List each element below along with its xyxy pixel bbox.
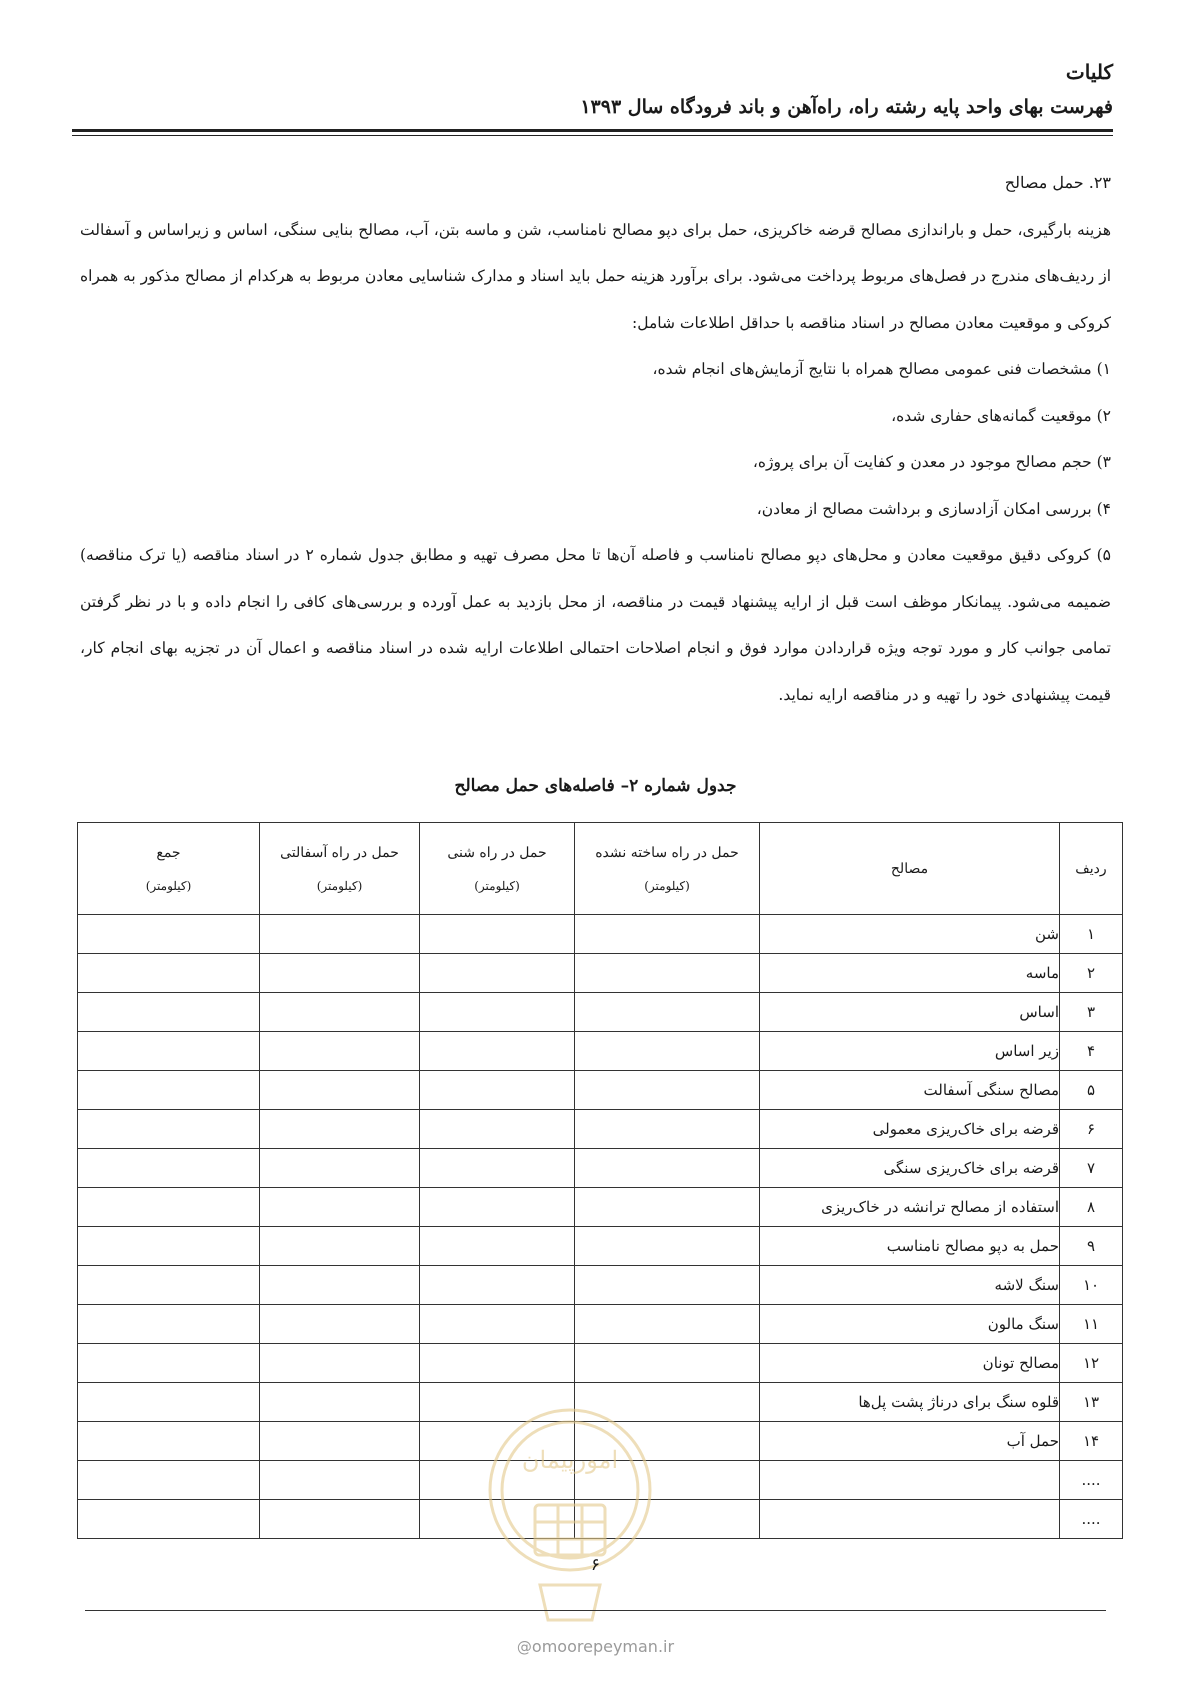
row-number-cell: ۷ [1060,1149,1123,1188]
header-material: مصالح [760,823,1060,915]
gravel-distance-cell[interactable] [420,993,575,1032]
gravel-distance-cell[interactable] [420,1032,575,1071]
asphalt-distance-cell[interactable] [260,1344,420,1383]
total-distance-cell[interactable] [78,1422,260,1461]
material-cell: شن [760,915,1060,954]
table-row [78,1071,1123,1110]
total-distance-cell[interactable] [78,993,260,1032]
total-distance-cell[interactable] [78,1188,260,1227]
row-number-cell: ۸ [1060,1188,1123,1227]
unpaved-distance-cell[interactable] [575,1110,760,1149]
row-number-cell: ۱۰ [1060,1266,1123,1305]
material-cell: سنگ لاشه [760,1266,1060,1305]
material-cell: مصالح سنگی آسفالت [760,1071,1060,1110]
gravel-distance-cell[interactable] [420,1110,575,1149]
footer-watermark [0,1637,1191,1656]
material-cell: سنگ مالون [760,1305,1060,1344]
table-row [78,993,1123,1032]
row-number-cell: .... [1060,1500,1123,1539]
header-title: کلیات [1065,60,1113,84]
unpaved-distance-cell[interactable] [575,1227,760,1266]
table-row [78,1344,1123,1383]
table-row [78,1227,1123,1266]
list-item: ۴) بررسی امکان آزادسازی و برداشت مصالح از معادن، [756,499,1111,518]
row-number-cell: ۱۱ [1060,1305,1123,1344]
material-cell: ماسه [760,954,1060,993]
material-cell [760,1461,1060,1500]
unpaved-distance-cell[interactable] [575,993,760,1032]
row-number-cell: ۵ [1060,1071,1123,1110]
total-distance-cell[interactable] [78,954,260,993]
unit-label: (کیلومتر) [316,878,363,893]
header-gravel-road: حمل در راه شنی (کیلومتر) [420,823,575,915]
table-row [78,1110,1123,1149]
header-rule-thick [72,129,1113,132]
gravel-distance-cell[interactable] [420,915,575,954]
gravel-distance-cell[interactable] [420,1305,575,1344]
gravel-distance-cell[interactable] [420,1266,575,1305]
material-cell: قرضه برای خاک‌ریزی معمولی [760,1110,1060,1149]
material-cell [760,1500,1060,1539]
total-distance-cell[interactable] [78,1110,260,1149]
row-number-cell: ۶ [1060,1110,1123,1149]
header-unpaved-road: حمل در راه ساخته نشده (کیلومتر) [575,823,760,915]
table-row [78,1305,1123,1344]
total-distance-cell[interactable] [78,1500,260,1539]
total-distance-cell[interactable] [78,1071,260,1110]
table-row [78,1188,1123,1227]
row-number-cell: ۹ [1060,1227,1123,1266]
total-distance-cell[interactable] [78,915,260,954]
header-rule-thin [72,135,1113,136]
unpaved-distance-cell[interactable] [575,915,760,954]
material-cell: استفاده از مصالح ترانشه در خاک‌ریزی [760,1188,1060,1227]
gravel-distance-cell[interactable] [420,954,575,993]
unit-label: (کیلومتر) [145,878,192,893]
unpaved-distance-cell[interactable] [575,1188,760,1227]
header-total: جمع (کیلومتر) [78,823,260,915]
unpaved-distance-cell[interactable] [575,1266,760,1305]
section-title: ۲۳. حمل مصالح [1004,173,1111,192]
gravel-distance-cell[interactable] [420,1149,575,1188]
section-intro: هزینه بارگیری، حمل و باراندازی مصالح قرضه خاکریزی، حمل برای دپو مصالح نامناسب، شن و ماسه بتن، آب، مصالح بنایی سنگی، اساس و زیراساس و آسفالت از ردیف‌های مندرج در فصل‌های مربوط پرداخت می‌شود. برای برآورد هزینه حمل باید اسناد و مدارک شناسایی معادن مربوط به هرکدام از مصالح مذکور به همراه کروکی و موقعیت معادن مصالح در اسناد مناقصه با حداقل اطلاعات شامل: [80,220,1111,332]
list-item: ۲) موقعیت گمانه‌های حفاری شده، [891,406,1111,425]
row-number-cell: ۲ [1060,954,1123,993]
row-number-cell: ۱۴ [1060,1422,1123,1461]
list-item: ۵) کروکی دقیق موقعیت معادن و محل‌های دپو مصالح نامناسب و فاصله آن‌ها تا محل مصرف تهیه و مطابق جدول شماره ۲ در اسناد مناقصه (یا ترک مناقصه) ضمیمه می‌شود. پیمانکار موظف است قبل از ارایه پیشنهاد قیمت در مناقصه، از محل بازدید به عمل آورده و بررسی‌های کافی را انجام داده و با در نظر گرفتن تمامی جوانب کار و مورد توجه ویژه قراردادن موارد فوق و انجام اصلاحات احتمالی اطلاعات ارایه شده در اسناد مناقصه و اعمال آن در تجزیه بهای انجام کار، قیمت پیشنهادی خود را تهیه و در مناقصه ارایه نماید. [80,546,1111,704]
page-number: ۶ [590,1555,601,1575]
asphalt-distance-cell[interactable] [260,1305,420,1344]
row-number-cell: .... [1060,1461,1123,1500]
unpaved-distance-cell[interactable] [575,1305,760,1344]
total-distance-cell[interactable] [78,1305,260,1344]
table-row [78,1149,1123,1188]
total-distance-cell[interactable] [78,1149,260,1188]
unpaved-distance-cell[interactable] [575,1344,760,1383]
gravel-distance-cell[interactable] [420,1227,575,1266]
material-cell: مصالح تونان [760,1344,1060,1383]
at-icon: @ [516,1638,532,1656]
table-row [78,954,1123,993]
material-cell: قلوه سنگ برای درناژ پشت پل‌ها [760,1383,1060,1422]
unit-label: (کیلومتر) [644,878,690,893]
list-item: ۱) مشخصات فنی عمومی مصالح همراه با نتایج آزمایش‌های انجام شده، [652,360,1111,378]
total-distance-cell[interactable] [78,1227,260,1266]
asphalt-distance-cell[interactable] [260,1110,420,1149]
list-item: ۳) حجم مصالح موجود در معدن و کفایت آن برای پروژه، [752,453,1111,471]
material-cell: حمل به دپو مصالح نامناسب [760,1227,1060,1266]
gravel-distance-cell[interactable] [420,1344,575,1383]
row-number-cell: ۴ [1060,1032,1123,1071]
table-title: جدول شماره ۲– فاصله‌های حمل مصالح [454,776,737,796]
table-row [78,1032,1123,1071]
asphalt-distance-cell[interactable] [260,1461,420,1500]
row-number-cell: ۳ [1060,993,1123,1032]
header-subtitle: فهرست بهای واحد پایه رشته راه، راه‌آهن و باند فرودگاه سال ۱۳۹۳ [580,96,1113,118]
table-row [78,1266,1123,1305]
asphalt-distance-cell[interactable] [260,1149,420,1188]
footer-site-text: omoorepeyman.ir [531,1637,675,1656]
total-distance-cell[interactable] [78,1383,260,1422]
row-number-cell: ۱ [1060,915,1123,954]
total-distance-cell[interactable] [78,1344,260,1383]
asphalt-distance-cell[interactable] [260,1500,420,1539]
asphalt-distance-cell[interactable] [260,1422,420,1461]
gravel-distance-cell[interactable] [420,1071,575,1110]
asphalt-distance-cell[interactable] [260,1383,420,1422]
material-cell: اساس [760,993,1060,1032]
unit-label: (کیلومتر) [474,878,520,893]
row-number-cell: ۱۳ [1060,1383,1123,1422]
asphalt-distance-cell[interactable] [260,1188,420,1227]
asphalt-distance-cell[interactable] [260,993,420,1032]
unpaved-distance-cell[interactable] [575,1149,760,1188]
asphalt-distance-cell[interactable] [260,1032,420,1071]
asphalt-distance-cell[interactable] [260,1071,420,1110]
asphalt-distance-cell[interactable] [260,1227,420,1266]
total-distance-cell[interactable] [78,1266,260,1305]
table-row [78,915,1123,954]
asphalt-distance-cell[interactable] [260,915,420,954]
section-body [80,160,1111,718]
footer-rule [85,1610,1106,1611]
header-row-number: ردیف [1060,823,1123,915]
asphalt-distance-cell[interactable] [260,954,420,993]
material-cell: قرضه برای خاک‌ریزی سنگی [760,1149,1060,1188]
unpaved-distance-cell[interactable] [575,954,760,993]
asphalt-distance-cell[interactable] [260,1266,420,1305]
gravel-distance-cell[interactable] [420,1188,575,1227]
material-cell: حمل آب [760,1422,1060,1461]
row-number-cell: ۱۲ [1060,1344,1123,1383]
seal-watermark [480,1390,660,1630]
seal-text: امورپیمان [521,1446,619,1474]
table-header-row [78,823,1123,915]
total-distance-cell[interactable] [78,1461,260,1500]
header-asphalt-road: حمل در راه آسفالتی (کیلومتر) [260,823,420,915]
total-distance-cell[interactable] [78,1032,260,1071]
unpaved-distance-cell[interactable] [575,1032,760,1071]
material-cell: زیر اساس [760,1032,1060,1071]
unpaved-distance-cell[interactable] [575,1071,760,1110]
